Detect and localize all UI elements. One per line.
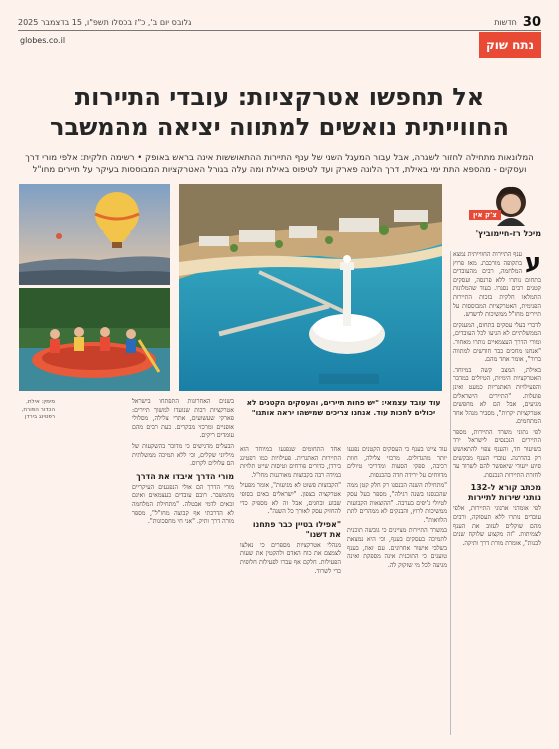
section-tag: נתח שוק: [479, 32, 541, 58]
column-tag: צ'ק אין: [469, 210, 501, 220]
drop-cap: ע: [525, 251, 541, 276]
column-divider: [450, 251, 451, 735]
paragraph: הבעלים מדגישים כי מדובר בהשקעות של מיליוני שקלים, וכי ללא תמיכה ממשלתית הם עלולים לקרוס.: [132, 442, 234, 468]
eilat-aerial-photo: [179, 184, 442, 391]
paragraph: "הקבוצות פשוט לא מגיעות", אומר מפעיל אטרקציה בצפון. "ישראלים באים בסופי שבוע ובחגים, אבל זה לא מספיק כדי להחזיק עסק לאורך כל השנה".: [240, 482, 341, 516]
site-url[interactable]: globes.co.il: [20, 36, 66, 45]
pull-quote: עוד עובד עצמאי: "יש פחות תיירים, והעסקים הקטנים לא יכולים לחכות עוד. אנחנו צריכים שמישהו יראה אותנו": [246, 398, 441, 417]
page-number: 30: [522, 14, 541, 30]
subheading: מורי הדרך איבדו את הדרך: [136, 471, 234, 481]
subheading: מכתב קורא ל-132 נותני שירות לתיירות: [468, 483, 541, 503]
photo-caption: מימין: אילת, הכדור הפורח, רפטינג בירדן: [21, 399, 55, 420]
paragraph: ענף התיירות החווייתית נמצא בתקופה מורכבת. מאז פרוץ המלחמה, רבים מהעובדים בתחום נותרו ללא פרנסה, ועסקים קטנים רבים נסגרו. בעוד שהמלונות התמלאו חלקית בזכות התיירות הפנימית, האטרקציות המבוססות על תיירים מחו"ל ממשיכות לדשדש.: [453, 251, 541, 319]
article-column-2: [347, 446, 447, 735]
issue-info: גלובס יום ב', כ"ז בכסלו תשפ"ו, 15 בדצמבר 2025: [18, 17, 192, 27]
paragraph: לדברי בעלי עסקים בתחום, המענקים הממשלתיים לא הגיעו לכל העובדים, ומורי הדרך העצמאיים נותרו מאחור. "אנחנו מחכים כבר חודשים למתווה ברור", אומר אחד מהם.: [453, 321, 541, 364]
author-box: [465, 184, 541, 244]
paragraph: עוד ציינו בענף כי העסקים הקטנים נפגעו יותר מהגדולים. מרכזי צלילה, חוות רכיבה, ספקי הסעות ומדריכי טיולים מדווחים על ירידה חדה בהכנסות.: [347, 446, 447, 479]
paragraph: במשרד התיירות מציינים כי גובשה תוכנית לתמיכה בעסקים בענף, וכי היא נמצאת בשלבי אישור אחרונים. עם זאת, בענף טוענים כי התוכנית אינה מספקת ואינה מגיעה לכל מי שזקוק לה.: [347, 527, 447, 569]
page-header: [18, 14, 541, 30]
paragraph: בשנים האחרונות התפתחו בישראל אטרקציות רבות שנועדו למשוך תיירים: פארקי שעשועים, אתרי צלילה, מסלולי אופניים ומרכזי מבקרים. כעת רבים מהם עומדים ריקים.: [132, 398, 234, 440]
hot-air-balloon-photo: [19, 184, 170, 285]
paragraph: באילת, המצב קשה במיוחד. האטרקציות הימיות, הטיולים במדבר והפעילויות האתגריות כמעט ואינן פועלות. "התיירים הישראלים מגיעים, אבל הם לא מחפשים אטרקציות יקרות", מסביר מנהל אחד המתחמים.: [453, 366, 541, 426]
section-label: חדשות: [494, 17, 517, 27]
article-column-1: [453, 251, 541, 735]
author-name: מיכל רז-חיימוביץ': [475, 229, 541, 238]
paragraph: מנהלי אטרקציות מספרים כי נאלצו לצמצם את כוח האדם ולהקטין את שעות הפעילות. חלקם אף עברו לפעילות חלופית כדי לשרוד.: [240, 541, 341, 575]
paragraph: לפי נתוני משרד התיירות, מספר התיירים הנכנסים לישראל ירד בשיעור חד, והענף צפוי להתאושש רק בהדרגה. עובדי הענף מבקשים סיוע ייעודי שיאפשר להם לשרוד עד לחזרת התיירות הנכנסת.: [453, 428, 541, 479]
article-column-4: [132, 398, 234, 735]
article-column-3: [240, 446, 341, 735]
header-rule: [18, 30, 541, 31]
subheading: "אפילו בטיין כבר פתחנו את דשנו": [252, 519, 341, 539]
paragraph: "מתחילת השנה הכנסנו רק חלק קטן ממה שהכנסנו בשנה רגילה", מספר בעל עסק לטיולי ג'יפים בערבה. "ההוצאות הקבועות ממשיכות לרוץ, והבנקים לא ממהרים לתת הלוואות".: [347, 482, 447, 524]
rafting-photo: [19, 288, 170, 391]
paragraph: מורי הדרך הם אולי הנפגעים העיקריים מהמשבר. רובם עובדים כעצמאים ואינם זכאים לדמי אבטלה. "מתחילת המלחמה לא הדרכתי אף קבוצה מחו"ל", מספר מורה דרך ותיק. "אני חי מחסכונות".: [132, 483, 234, 526]
paragraph: לפי אומדני ארגוני התיירות, אלפי עובדים נותרו ללא תעסוקה, ורבים מהם שוקלים לעזוב את הענף לצמיתות. "זה מקצוע שלוקח שנים לבנות", אומרת מורת דרך ותיקה.: [453, 505, 541, 547]
headline: אל תחפשו אטרקציות: עובדי התיירות החווייתית נואשים למתווה יציאה מהמשבר: [50, 83, 509, 141]
subhead: המלונאות מתחילה לחזור לשגרה, אבל עבור המעגל השני של ענף התיירות ההתאוששות אינה בראש באופק • רשימה חלקית: אלפי מורי דרך ועסקים - מהספא התת ימי באילת, דרך הלונה פארק ועד לטיפוס באילת ומה עלה בגורל האטרקציות המבוססות בעיקר על תיירים מחו"ל: [25, 153, 534, 175]
paragraph: אחד התחומים שנפגעו במיוחד הוא התיירות האתגרית. פעילויות כמו רפטינג בירדן, כדורים פורחים וטיסות שייט תלויות במידה רבה בקבוצות מאורגנות מחו"ל.: [240, 446, 341, 479]
